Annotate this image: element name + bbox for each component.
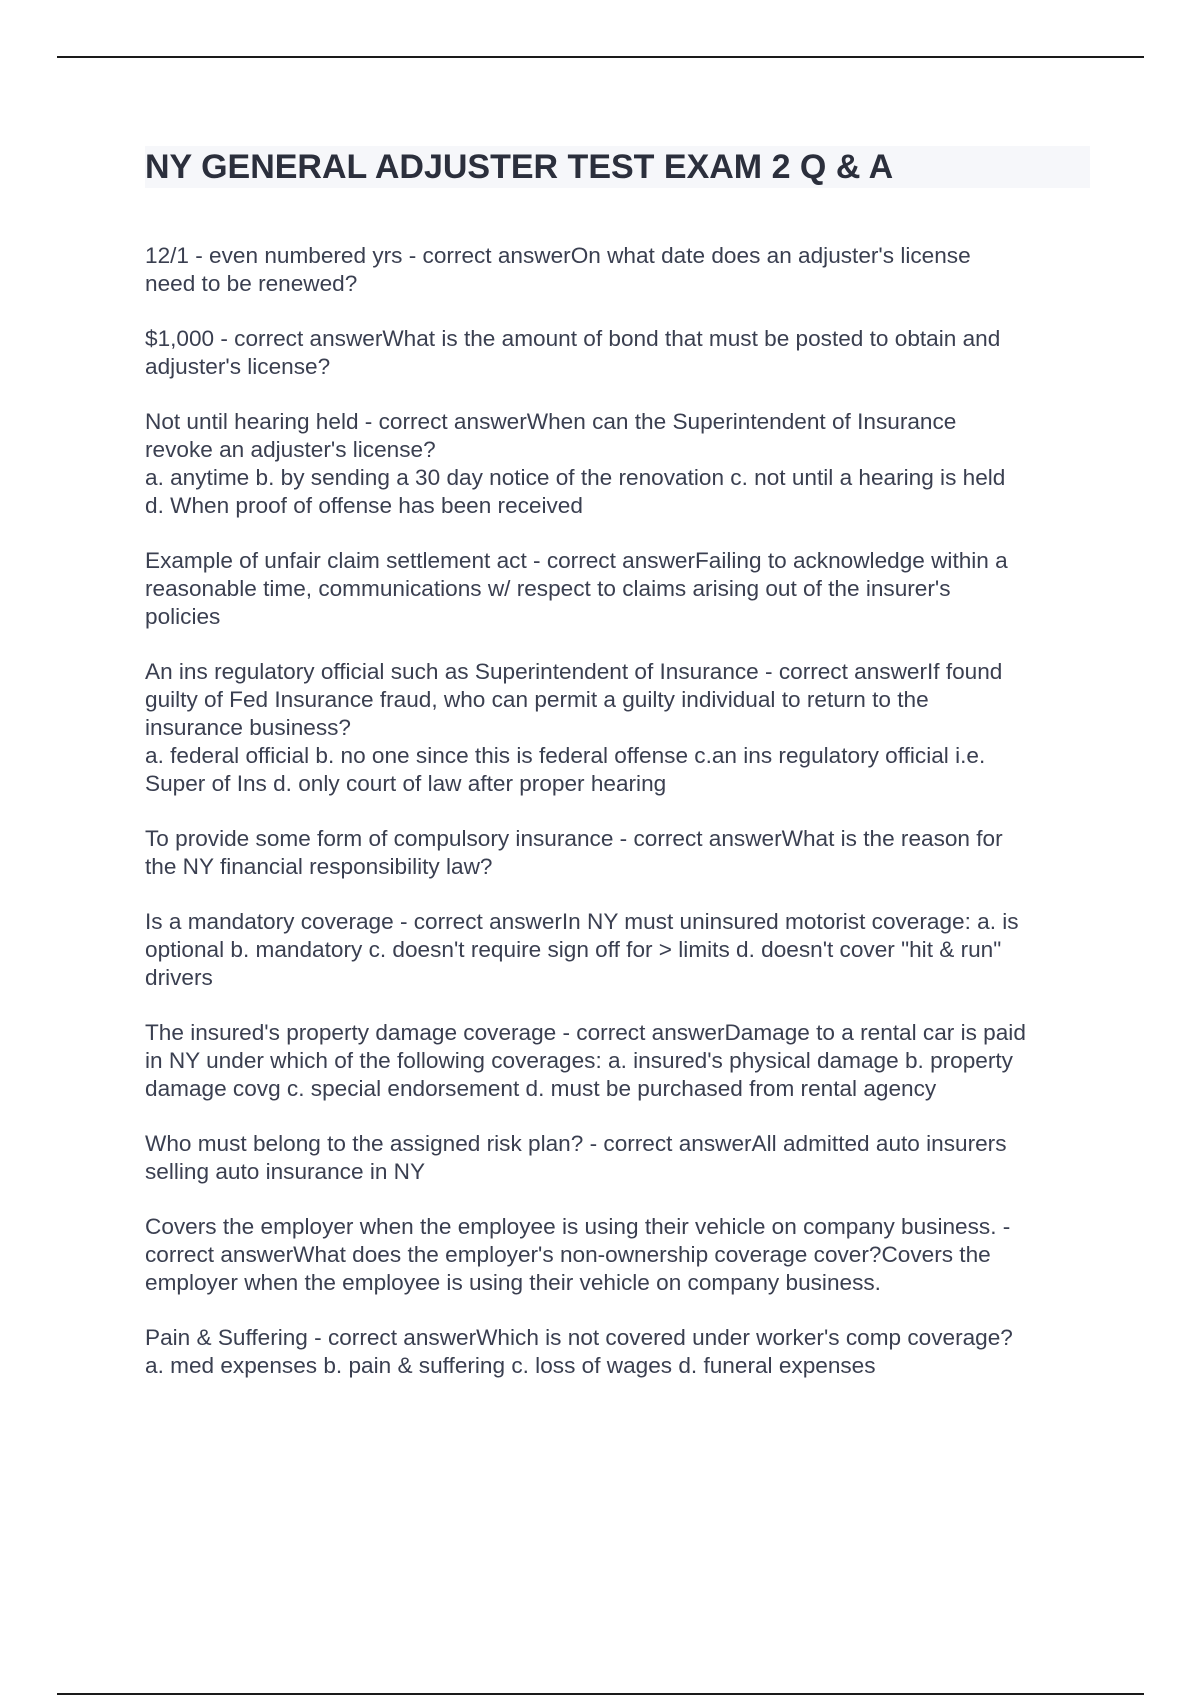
bottom-rule [57, 1693, 1144, 1695]
qa-text-line: policies [145, 604, 221, 629]
qa-text-line: Is a mandatory coverage - correct answerIn NY must uninsured motorist coverage: a. is [145, 909, 1019, 934]
qa-text-line: Covers the employer when the employee is using their vehicle on company business. - [145, 1214, 1011, 1239]
qa-text-line: in NY under which of the following coverages: a. insured's physical damage b. property [145, 1048, 1013, 1073]
qa-text-line: a. anytime b. by sending a 30 day notice of the renovation c. not until a hearing is held [145, 465, 1006, 490]
qa-item [145, 242, 1090, 298]
qa-item [145, 408, 1090, 520]
qa-text-line: correct answerWhat does the employer's non-ownership coverage cover?Covers the [145, 1242, 991, 1267]
qa-text-line: d. When proof of offense has been received [145, 493, 583, 518]
qa-text-line: The insured's property damage coverage - correct answerDamage to a rental car is paid [145, 1020, 1026, 1045]
qa-text-line: Pain & Suffering - correct answerWhich is not covered under worker's comp coverage? [145, 1325, 1013, 1350]
qa-text-line: selling auto insurance in NY [145, 1159, 426, 1184]
qa-text-line: drivers [145, 965, 213, 990]
qa-text-line: Super of Ins d. only court of law after proper hearing [145, 771, 667, 796]
qa-item [145, 325, 1090, 381]
qa-text-line: optional b. mandatory c. doesn't require sign off for > limits d. doesn't cover "hit & run" [145, 937, 1002, 962]
qa-text-line: revoke an adjuster's license? [145, 437, 436, 462]
qa-list [145, 242, 1090, 1407]
qa-item [145, 658, 1090, 798]
qa-text-line: reasonable time, communications w/ respect to claims arising out of the insurer's [145, 576, 951, 601]
qa-item [145, 1324, 1090, 1380]
qa-text-line: guilty of Fed Insurance fraud, who can permit a guilty individual to return to the [145, 687, 929, 712]
qa-text-line: need to be renewed? [145, 271, 358, 296]
qa-item [145, 1130, 1090, 1186]
qa-text-line: the NY financial responsibility law? [145, 854, 493, 879]
qa-text-line: a. federal official b. no one since this is federal offense c.an ins regulatory official i.e. [145, 743, 986, 768]
qa-item [145, 547, 1090, 631]
qa-text-line: adjuster's license? [145, 354, 331, 379]
qa-item [145, 825, 1090, 881]
qa-text-line: 12/1 - even numbered yrs - correct answerOn what date does an adjuster's license [145, 243, 971, 268]
qa-text-line: a. med expenses b. pain & suffering c. loss of wages d. funeral expenses [145, 1353, 876, 1378]
qa-item [145, 908, 1090, 992]
top-rule [57, 56, 1144, 58]
qa-item [145, 1019, 1090, 1103]
qa-text-line: employer when the employee is using their vehicle on company business. [145, 1270, 881, 1295]
qa-text-line: Not until hearing held - correct answerWhen can the Superintendent of Insurance [145, 409, 957, 434]
qa-text-line: To provide some form of compulsory insurance - correct answerWhat is the reason for [145, 826, 1003, 851]
qa-text-line: Who must belong to the assigned risk plan? - correct answerAll admitted auto insurers [145, 1131, 1007, 1156]
qa-text-line: damage covg c. special endorsement d. must be purchased from rental agency [145, 1076, 937, 1101]
qa-text-line: An ins regulatory official such as Superintendent of Insurance - correct answerIf found [145, 659, 1003, 684]
qa-text-line: insurance business? [145, 715, 351, 740]
page-title: NY GENERAL ADJUSTER TEST EXAM 2 Q & A [145, 146, 1090, 188]
qa-text-line: Example of unfair claim settlement act - correct answerFailing to acknowledge within a [145, 548, 1008, 573]
qa-text-line: $1,000 - correct answerWhat is the amount of bond that must be posted to obtain and [145, 326, 1001, 351]
qa-item [145, 1213, 1090, 1297]
